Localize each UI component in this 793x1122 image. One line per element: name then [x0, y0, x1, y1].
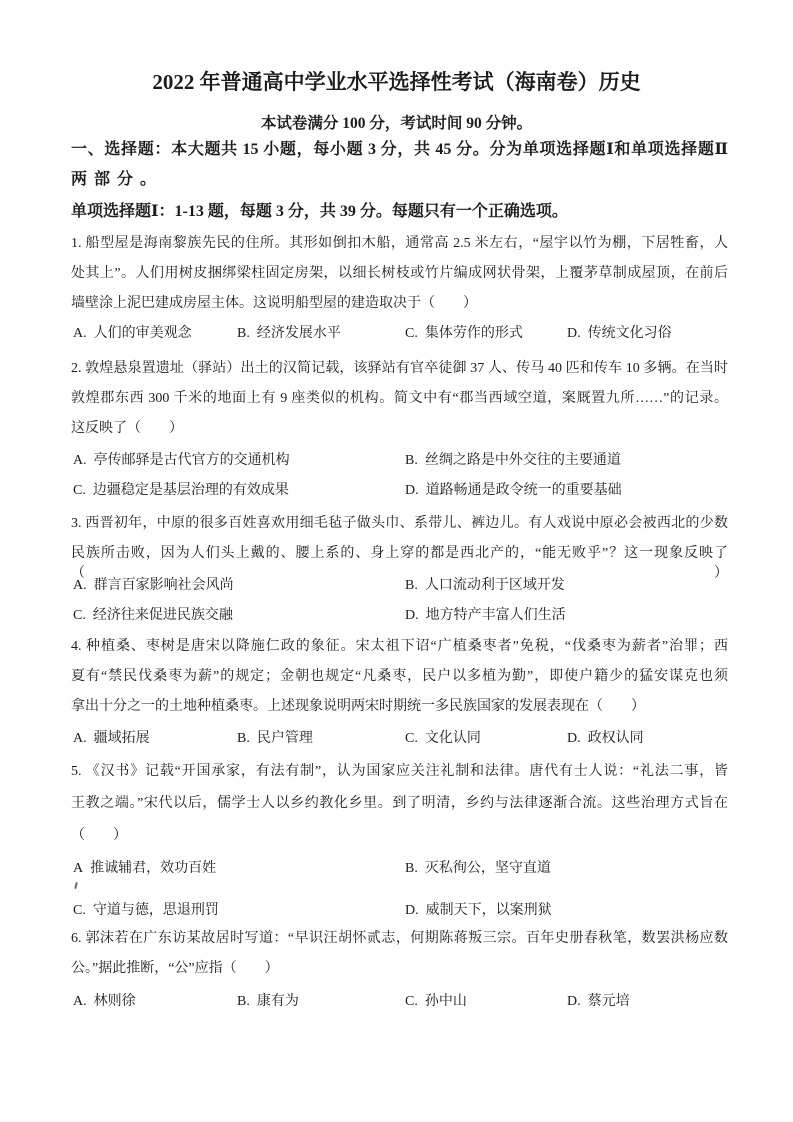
question-5-option-d — [405, 901, 552, 921]
option-text: 守道与德，思退刑罚 — [92, 903, 219, 918]
question-1-option-c — [405, 324, 523, 344]
question-6-stem-line-1: 6. 郭沫若在广东访某故居时写道：“早识汪胡怀贰志，何期陈蒋叛三宗。百年史册春秋笔，数罢洪杨应数 — [71, 931, 728, 946]
option-text: 疆域拓展 — [93, 731, 150, 746]
option-label: B. — [405, 861, 418, 876]
question-1-stem-line-2: 处其上”。人们用树皮捆绑梁柱固定房架，以细长树枝或竹片编成网状骨架，上覆茅草制成屋顶，在前后 — [71, 266, 728, 281]
question-5-option-a — [73, 859, 216, 879]
option-label: A. — [73, 994, 87, 1009]
option-text: 传统文化习俗 — [587, 326, 672, 341]
question-5-options-row-1 — [71, 859, 728, 879]
question-1-stem-line-3: 墙壁涂上泥巴建成房屋主体。这说明船型屋的建造取决于（ ） — [71, 296, 477, 311]
option-label: D. — [405, 483, 419, 498]
question-2-stem-line-2: 敦煌郡东西 300 千米的地面上有 9 座类似的机构。简文中有“郡当西域空道，案厩置九所……”的记录。 — [71, 391, 728, 406]
question-6-options-row — [71, 992, 728, 1012]
option-label: C. — [73, 483, 86, 498]
option-label: D. — [405, 903, 419, 918]
question-6-option-c — [405, 992, 467, 1012]
question-6-option-a — [73, 992, 136, 1012]
question-4-stem-line-1: 4. 种植桑、枣树是唐宋以降施仁政的象征。宋太祖下诏“广植桑枣者”免税，“伐桑枣为薪者”治罪；西 — [71, 639, 728, 654]
question-1-option-d — [567, 324, 672, 344]
option-text: 边疆稳定是基层治理的有效成果 — [92, 483, 289, 498]
option-text: 威制天下，以案刑狱 — [425, 903, 552, 918]
option-text: 民户管理 — [256, 731, 313, 746]
stray-mark — [74, 882, 78, 889]
option-text: 文化认同 — [424, 731, 481, 746]
question-4-option-d — [567, 729, 644, 749]
option-text: 政权认同 — [587, 731, 644, 746]
option-label: B. — [237, 994, 250, 1009]
option-text: 林则徐 — [93, 994, 136, 1009]
option-label: B. — [237, 326, 250, 341]
question-2-stem-line-3: 这反映了（ ） — [71, 421, 183, 436]
option-label: A. — [73, 578, 87, 593]
question-4-options-row — [71, 729, 728, 749]
question-2-options-row-1 — [71, 451, 728, 471]
question-6-option-d — [567, 992, 630, 1012]
option-label: A — [73, 861, 84, 876]
question-5-options-row-2 — [71, 901, 728, 921]
page-subtitle: 本试卷满分 100 分，考试时间 90 分钟。 — [260, 115, 533, 132]
option-text: 地方特产丰富人们生活 — [425, 608, 566, 623]
question-3-option-d — [405, 606, 566, 626]
question-4-option-a — [73, 729, 150, 749]
question-1-option-a — [73, 324, 192, 344]
option-text: 经济往来促进民族交融 — [92, 608, 233, 623]
question-3-stem-line-1: 3. 西晋初年，中原的很多百姓喜欢用细毛毡子做头巾、系带儿、裤边儿。有人戏说中原必会被西北的少数 — [71, 516, 728, 531]
option-label: D. — [567, 731, 581, 746]
question-4-stem-line-3: 拿出十分之一的土地种植桑枣。上述现象说明两宋时期统一多民族国家的发展表现在（ ） — [71, 699, 645, 714]
option-text: 道路畅通是政令统一的重要基础 — [425, 483, 622, 498]
page-title: 2022 年普通高中学业水平选择性考试（海南卷）历史 — [152, 70, 641, 94]
option-label: B. — [405, 453, 418, 468]
question-3-option-a — [73, 576, 234, 596]
option-label: A. — [73, 453, 87, 468]
option-label: C. — [73, 608, 86, 623]
option-label: B. — [237, 731, 250, 746]
option-label: D. — [567, 326, 581, 341]
question-1-option-b — [237, 324, 341, 344]
question-3-option-c — [73, 606, 233, 626]
question-1-stem-line-1: 1. 船型屋是海南黎族先民的住所。其形如倒扣木船，通常高 2.5 米左右，“屋宇以竹为棚，下居牲畜，人 — [71, 236, 728, 251]
option-text: 孙中山 — [424, 994, 467, 1009]
section-intro-line-2: 两部分。 — [71, 171, 164, 188]
question-3-option-b — [405, 576, 565, 596]
option-text: 人口流动利于区域开发 — [424, 578, 565, 593]
question-5-option-c — [73, 901, 219, 921]
option-label: A. — [73, 326, 87, 341]
question-2-option-c — [73, 481, 289, 501]
option-text: 蔡元培 — [587, 994, 630, 1009]
question-3-options-row-1 — [71, 576, 728, 596]
option-text: 推诚辅君，效功百姓 — [90, 861, 217, 876]
option-text: 丝绸之路是中外交往的主要通道 — [424, 453, 621, 468]
question-3-options-row-2 — [71, 606, 728, 626]
question-2-option-a — [73, 451, 290, 471]
option-label: C. — [73, 903, 86, 918]
option-label: C. — [405, 731, 418, 746]
option-label: D. — [567, 994, 581, 1009]
option-text: 群言百家影响社会风尚 — [93, 578, 234, 593]
question-4-option-b — [237, 729, 313, 749]
question-4-option-c — [405, 729, 481, 749]
option-text: 集体劳作的形式 — [424, 326, 523, 341]
option-text: 亭传邮驿是古代官方的交通机构 — [93, 453, 290, 468]
option-text: 人们的审美观念 — [93, 326, 192, 341]
question-3-stem-line-2: 民族所击败，因为人们头上戴的、腰上系的、身上穿的都是西北产的，“能无败乎”？这一现象反映了（ ） — [71, 546, 728, 581]
option-label: A. — [73, 731, 87, 746]
option-label: C. — [405, 326, 418, 341]
question-2-option-d — [405, 481, 622, 501]
question-5-stem-line-3: （ ） — [71, 828, 127, 843]
question-4-stem-line-2: 夏有“禁民伐桑枣为薪”的规定；金朝也规定“凡桑枣，民户以多植为勤”，即使户籍少的猛安谋克也须 — [71, 669, 728, 684]
question-5-option-b — [405, 859, 551, 879]
option-text: 灭私徇公，坚守直道 — [424, 861, 551, 876]
option-label: D. — [405, 608, 419, 623]
question-2-options-row-2 — [71, 481, 728, 501]
question-2-stem-line-1: 2. 敦煌悬泉置遗址（驿站）出土的汉简记载，该驿站有官卒徒御 37 人、传马 40 匹和传车 10 多辆。在当时 — [71, 361, 728, 376]
question-6-option-b — [237, 992, 299, 1012]
question-1-options-row — [71, 324, 728, 344]
question-5-stem-line-1: 5. 《汉书》记载“开国承家，有法有制”，认为国家应关注礼制和法律。唐代有士人说：“礼法二事，皆 — [71, 764, 728, 779]
section-intro-line-1: 一、选择题：本大题共 15 小题，每小题 3 分，共 45 分。分为单项选择题Ⅰ和单项选择题Ⅱ — [71, 141, 728, 158]
option-text: 经济发展水平 — [256, 326, 341, 341]
part1-rule: 单项选择题Ⅰ：1-13 题，每题 3 分，共 39 分。每题只有一个正确选项。 — [71, 203, 568, 220]
question-5-stem-line-2: 王教之端。”宋代以后，儒学士人以乡约教化乡里。到了明清，乡约与法律逐渐合流。这些治理方式旨在 — [71, 796, 728, 811]
question-2-option-b — [405, 451, 621, 471]
option-label: B. — [405, 578, 418, 593]
option-text: 康有为 — [256, 994, 299, 1009]
option-label: C. — [405, 994, 418, 1009]
question-6-stem-line-2: 公。”据此推断，“公”应指（ ） — [71, 961, 279, 976]
